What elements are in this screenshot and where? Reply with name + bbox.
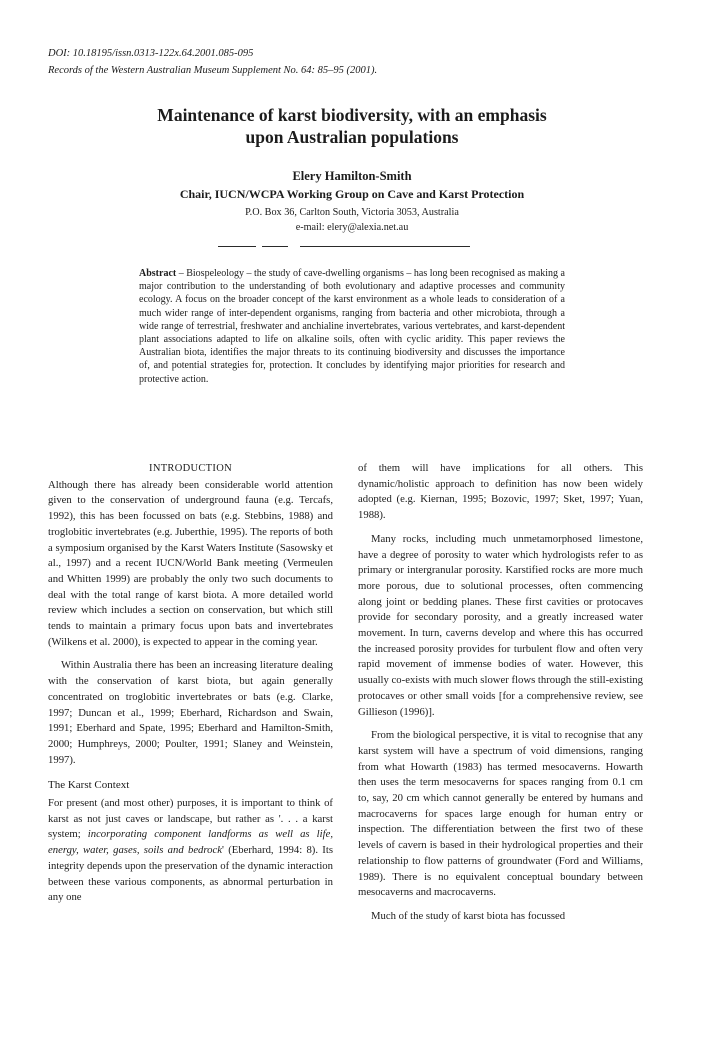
introduction-heading: INTRODUCTION bbox=[149, 463, 232, 474]
left-column bbox=[48, 461, 333, 914]
abstract-text: – Biospeleology – the study of cave-dwelling organisms – has long been recognised as making a major contribution to the understanding of both evolutionary and adaptive processes and community ecology. A focus on the broader concept of the karst environment as a whole leads to consideration of a much wider range of inter-dependent organisms, ranging from bacteria and other microbiota, through a wide range of terrestrial, freshwater and anchialine invertebrates, various vertebrates, and karst-dependent plant associations adapted to life on alkaline soils, often with cyclic aridity. This paper reviews the Australian biota, identifies the major threats to its continuing biodiversity and discusses the importance of, and potential strategies for, protection. It concludes by identifying major priorities for research and protective action. bbox=[139, 268, 565, 385]
divider-rule bbox=[262, 246, 288, 247]
body-paragraph: of them will have implications for all others. This dynamic/holistic approach to definition has now been widely adopted (e.g. Kiernan, 1995; Bozovic, 1997; Sket, 1997; Yuan, 1988). bbox=[358, 462, 643, 522]
author-affiliation: Chair, IUCN/WCPA Working Group on Cave and Karst Protection bbox=[179, 187, 525, 201]
paper-title bbox=[60, 104, 644, 148]
body-paragraph: Although there has already been considerable world attention given to the conservation of underground fauna (e.g. Tercafs, 1992), this has been focussed on bats (e.g. Stebbins, 1988) and troglobitic invertebrates (e.g. Juberthie, 1995). The reports of both a symposium organised by the Karst Waters Institute (Sasowsky et al., 1997) and a recent IUCN/World Bank meeting (Vermeulen and Whitten 1999) are probably the only two such documents to deal with the total range of karst biota. A more detailed world review which includes a section on conservation, but which still tends to maintain a primary focus upon bats and invertebrates (Wilkens et al. 2000), is expected to appear in the coming year. bbox=[48, 478, 333, 648]
divider-rule bbox=[300, 246, 470, 247]
karst-context-heading: The Karst Context bbox=[48, 779, 130, 792]
author-address: P.O. Box 36, Carlton South, Victoria 3053, Australia bbox=[245, 207, 459, 218]
paragraph-text: ' (Eberhard, 1994: 8). Its integrity depends upon the preservation of the dynamic interaction between these various components, as abnormal perturbation in any one bbox=[48, 844, 333, 904]
body-paragraph bbox=[48, 796, 333, 906]
abstract bbox=[139, 267, 565, 386]
quoted-definition: incorporating component landforms as well as life, energy, water, gases, soils and bedrock bbox=[48, 828, 333, 857]
title-line-2: upon Australian populations bbox=[245, 127, 459, 147]
title-line-1: Maintenance of karst biodiversity, with an emphasis bbox=[157, 105, 547, 125]
body-paragraph: Much of the study of karst biota has focussed bbox=[371, 909, 566, 922]
abstract-label: Abstract bbox=[139, 268, 177, 279]
body-paragraph: From the biological perspective, it is vital to recognise that any karst system will have a spectrum of void dimensions, ranging from what Howarth (1983) has termed mesocaverns. Howarth then uses the term mesocaverns for spaces ranging from 0.1 cm to, say, 20 cm which cannot generally be entered by humans and macrocaverns for spaces large enough for human entry or inspection. The differentiation between the first two of these levels of cavern is based in their hydrological properties and their relationship to flow patterns of groundwater (Ford and Williams, 1989). There is no equivalent conceptual boundary between mesocaverns and macrocaverns. bbox=[358, 729, 643, 899]
paragraph-text: For present (and most other) purposes, it is important to think of karst as not just caves or landscape, but rather as '. . . a karst system; bbox=[48, 797, 333, 841]
journal-citation: Records of the Western Australian Museum Supplement No. 64: 85–95 (2001). bbox=[48, 65, 378, 76]
author-name: Elery Hamilton-Smith bbox=[292, 169, 412, 183]
right-column bbox=[358, 461, 643, 933]
doi-line: DOI: 10.18195/issn.0313-122x.64.2001.085-095 bbox=[48, 48, 254, 59]
divider-rule bbox=[218, 246, 256, 247]
body-paragraph: Within Australia there has been an increasing literature dealing with the conservation of karst biota, but again generally concentrated on troglobitic invertebrates or bats (e.g. Clarke, 1997; Duncan et al., 1999; Eberhard, Richardson and Swain, 1991; Eberhard and Spate, 1995; Eberhard and Hamilton-Smith, 2000; Humphreys, 2000; Poulter, 1991; Slaney and Weinstein, 1997). bbox=[48, 659, 333, 766]
body-paragraph: Many rocks, including much unmetamorphosed limestone, have a degree of porosity to water which hydrologists refer to as primary or intergranular porosity. Karstified rocks are more much more porous, due to solutional processes, often commencing along joint or bedding planes. These first cavities or protocaves provide for secondary porosity, and a greatly increased water movement. In turn, caverns develop and where this has occurred the increased porosity provides for turbulent flow and often very rapid movement of immense bodies of water. However, this usually co-exists with much slower flows through the still-existing protocaves or other small voids [for a comprehensive review, see Gillieson (1996)]. bbox=[358, 532, 643, 718]
author-email: e-mail: elery@alexia.net.au bbox=[295, 222, 409, 233]
